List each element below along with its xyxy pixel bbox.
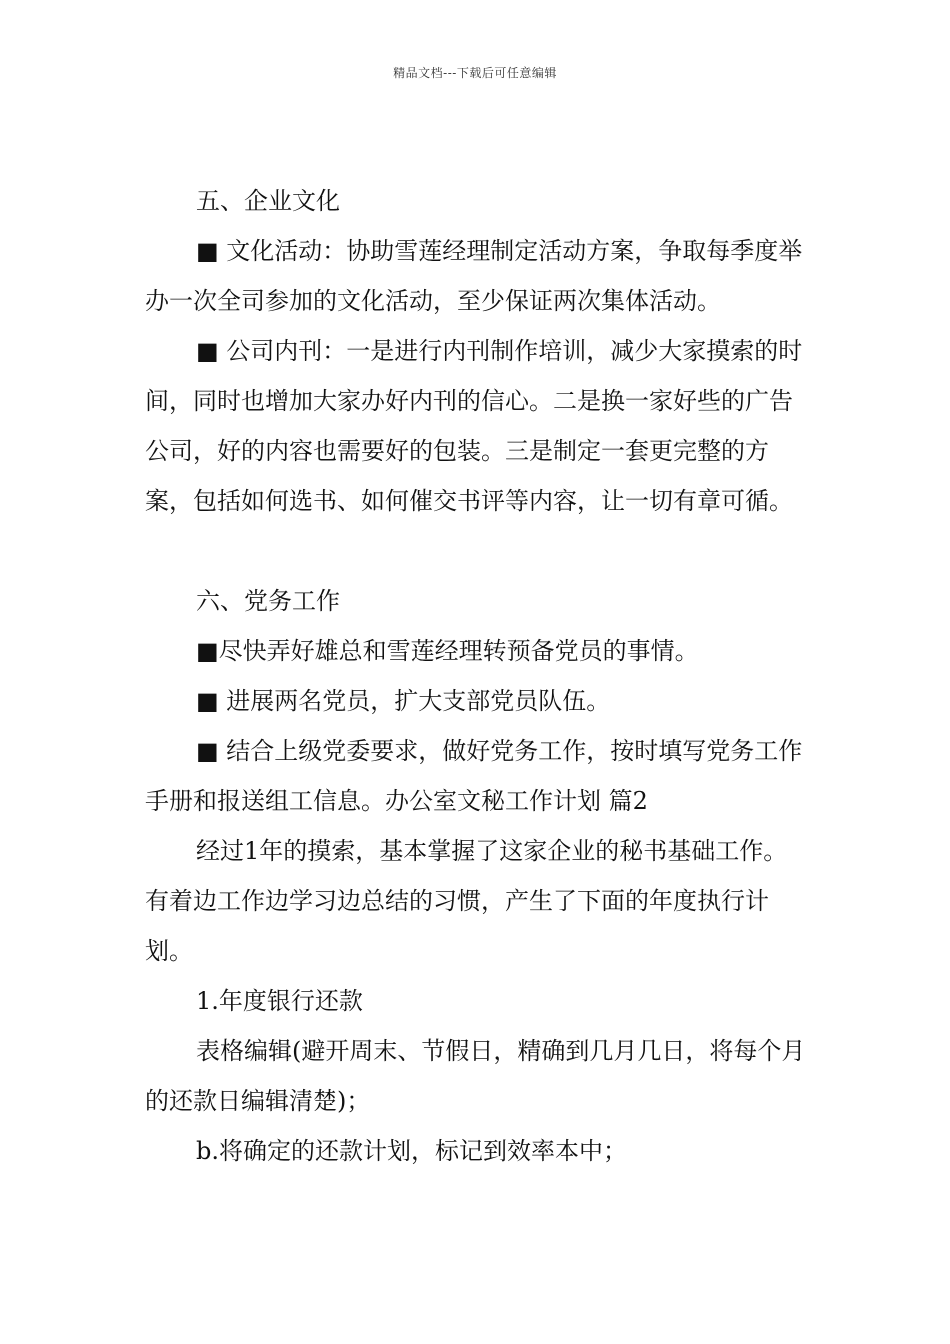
list-item-bank-repayment: 1.年度银行还款 — [196, 987, 363, 1015]
paragraph-culture-activities: ■ 文化活动：协助雪莲经理制定活动方案，争取每季度举办一次全司参加的文化活动，至少保证两次集体活动。 — [145, 237, 803, 315]
paragraph-party-requirements: ■ 结合上级党委要求，做好党务工作，按时填写党务工作手册和报送组工信息。办公室文秘工作计划 篇2 — [145, 737, 803, 815]
section-spacer — [145, 526, 810, 576]
section-heading-corporate-culture: 五、企业文化 — [196, 187, 340, 215]
paragraph-internal-magazine: ■ 公司内刊：一是进行内刊制作培训，减少大家摸索的时间，同时也增加大家办好内刊的信心。二是换一家好些的广告公司，好的内容也需要好的包装。三是制定一套更完整的方案，包括如何选书、如何催交书评等内容，让一切有章可循。 — [145, 337, 803, 515]
document-body — [145, 176, 810, 1176]
paragraph-probationary-members: ■尽快弄好雄总和雪莲经理转预备党员的事情。 — [196, 637, 699, 665]
page-header: 精品文档---下载后可任意编辑 — [393, 66, 557, 80]
paragraph-efficiency-notebook: b.将确定的还款计划，标记到效率本中； — [196, 1137, 627, 1165]
paragraph-year-experience: 经过1年的摸索，基本掌握了这家企业的秘书基础工作。有着边工作边学习边总结的习惯，产生了下面的年度执行计划。 — [145, 837, 788, 965]
section-heading-party-work: 六、党务工作 — [196, 587, 340, 615]
paragraph-table-editing: 表格编辑(避开周末、节假日，精确到几月几日，将每个月的还款日编辑清楚)； — [145, 1037, 806, 1115]
paragraph-develop-members: ■ 进展两名党员，扩大支部党员队伍。 — [196, 687, 611, 715]
